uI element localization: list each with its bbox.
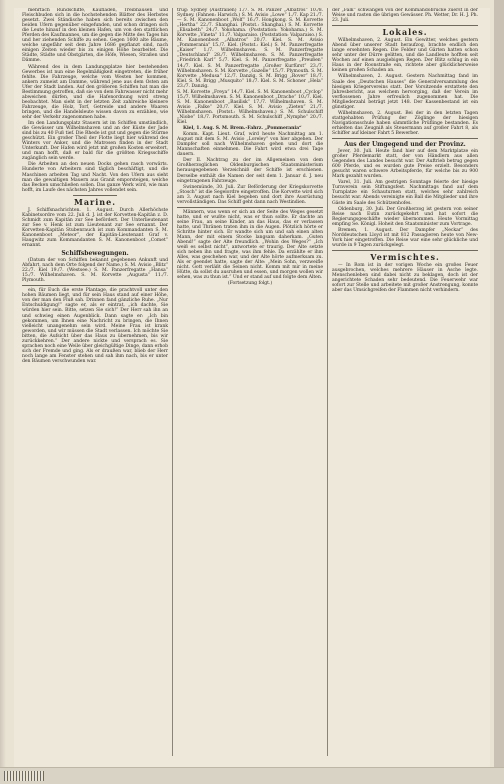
article-paragraph: mehrfach Rundschiffe, Kaufladen, Treibhäusen und Fleischbuden sich in die hochstehenden Blätter des Herbstes gesetzt. Zwei Ständische haben sich bereits zwischen den beiden Ufern gegenüber eingefunden, und schon dringen sich die Leute hinauf in den kleinen Hafen, um von den stattlichen Pferden des Kaufmannes, um die gegen die Mitte des Tages hin und her ziehenden Schiffe zu sehen. Gegen 1600 alte Bäume, welche ungefähr seit dem Jahre 1686 gepflanzt sind, nach einigen Zeiten wieder bis zu einigen Höhe bearbeitet. Die Städte, Städte und Obstgärten, die Höfe, Wiesen, Straßen und Dämme. <box>22 8 168 64</box>
article-paragraph: Komm. Kapt. Lieut. Graf, wird heute Nachmittag am 1. August mit dem S. M. Avisio „Loreley“ von hier abgehen. Der Dampfer soll nach Wilhelmshaven gehen und dort die Mannschaften einnehmen. Die Fahrt wird etwa drei Tage dauern. <box>177 132 323 158</box>
article-paragraph: Wilhelmshaven, 2. August. Bei der in den letzten Tagen stattgehabten Prüfung der Zöglinge der hiesigen Navigationsschule haben sämmtliche Prüflinge bestanden. Es erhielten das Zeugniß als Steuermann auf großer Fahrt 8, als Schiffer auf kleiner Fahrt 5 Bewerber. <box>332 110 478 136</box>
divider <box>332 138 478 139</box>
feuilleton-story: Männern, was wenn er sich an der Seite des Weges gesetzt hatte, und er wußte nicht, was er thun sollte. Er dachte an seine Frau, an seine Kinder, an das Haus, das er verlassen hatte, und Thränen traten ihm in die Augen. Plötzlich hörte er Schritte hinter sich. Er wandte sich um und sah einen alten Mann, der mit einem Stocke langsam daherkam. „Guten Abend!“ sagte der Alte freundlich. „Wohin des Weges?“ „Ich weiß es selbst nicht“, antwortete er traurig. Der Alte setzte sich neben ihn und fragte, was ihm fehle. Da erzählte er ihm Alles, was geschehen war, und der Alte hörte aufmerksam zu. Als er geendet hatte, sagte der Alte: „Mein Sohn, verzweifle nicht. Gott verläßt die Seinen nicht. Komm mit mir in meine Hütte, da sollst du ausruhen und essen, und morgen wollen wir sehen, was zu thun ist.“ Und er stand auf und folgte dem Alten. <box>177 209 323 281</box>
library-barcode-icon <box>4 771 44 781</box>
article-heading: Kiel, 1. Aug. S. M. Brem.-Fahrz. „Pommerania“ <box>183 126 302 132</box>
article-paragraph: Bremen, 1. August. Der Dampfer „Neckar“ des Norddeutschen Lloyd ist mit 812 Passagieren heute von New-York hier eingetroffen. Die Reise war eine sehr glückliche und wurde in 9 Tagen zurückgelegt. <box>332 227 478 248</box>
article-paragraph: Der II. Nachtrag zu der im Allgemeinen von dem Großherzoglichen Oldenburgischen Staatsministerium herausgegebenen Verzeichniß der Schiffe ist erschienen. Derselbe enthält die Namen der seit dem 1. Januar d. J. neu eingetragenen Fahrzeuge. <box>177 158 323 184</box>
article-paragraph: Wilhelmshaven, 2. August. Gestern Nachmittag fand im Saale des „Deutschen Hauses“ die Generalversammlung des hiesigen Kriegervereins statt. Der Vorsitzende erstattete den Jahresbericht, aus welchem hervorging, daß der Verein im verflossenen Jahre erfreulich zugenommen hat. Die Mitgliederzahl beträgt jetzt 148. Der Kassenbestand ist ein günstiger. <box>332 74 478 110</box>
column-3 <box>332 8 478 756</box>
marine-news: J. Schiffsnachrichten. 1. August. Durch Allerhöchste Kabinetsordre vom 22. Juli d. J. ist der Korvetten-Kapitän z. D. Schmidt zum Kapitän zur See befördert. Der Unterlieutenant zur See v. Henk ist zum Lieutenant zur See ernannt. Der Korvetten-Kapitän Stubenrauch ist zum Kommandanten S. M. Kanonenboot „Meteor“, der Kapitän-Lieutenant Graf v. Haugwitz zum Kommandanten S. M. Kanonenboot „Comet“ ernannt. <box>22 207 168 249</box>
section-heading-vermischtes: Vermischtes. <box>370 251 440 262</box>
article-paragraph: — In Rom ist in der vorigen Woche ein großes Feuer ausgebrochen, welches mehrere Häuser in Asche legte. Menschenleben sind dabei nicht zu beklagen, doch ist der angerichtete Schaden sehr bedeutend. Die Feuerwehr war sofort zur Stelle und arbeitete mit großer Anstrengung, konnte aber das Umsichgreifen der Flammen nicht verhindern. <box>332 262 478 294</box>
page-edge-shadow <box>0 0 6 768</box>
article-paragraph: Jever, 30. Juli. Heute fand hier auf dem Marktplatze ein großer Pferdemarkt statt, der von Händlern aus allen Gegenden des Landes besucht war. Der Auftrieb betrug gegen 600 Pferde, und es wurden gute Preise erzielt. Besonders gesucht waren schwere Arbeitspferde, für welche bis zu 900 Mark gezahlt wurden. <box>332 149 478 180</box>
newspaper-page <box>14 8 490 768</box>
article-paragraph: der „Falk“ schwangen von der Kommandobrücke zuerst in der Weise und rasten die übrigen Gewässer. Ph. Wetter, Dr. H. J. Ph. 23. Juli. <box>332 8 478 24</box>
column-rule <box>327 8 328 756</box>
ship-movements-text: (Datum der von Schiffen bekannt gegebenen Ankunft und Abfahrt, nach dem Orte folgend der Name.) S. M. Avisio „Blitz“ 22./7. Kiel 19./7. (Westsee.) S. M. Panzerfregatte „Hansa“ 15./7. Wilhelmshaven. S. M. Korvette „Augusta“ 11./7. Plymouth. <box>22 258 168 284</box>
scan-footer <box>0 767 504 784</box>
article-paragraph: Im den Landungsplatz Stauern ist im Schiffen umständlich, die Gewässer um Wilhelmshaven und an der Küste der Jade sind bis zu 40 Fuß tief. Die Rhede ist gut und gegen die Stürme geschützt. Ein großer Theil der Flotte liegt hier während des Winters vor Anker, und die Matrosen finden in der Stadt Unterkunft. Der Hafen wird jetzt mit großen Kosten erweitert, und man hofft, daß er bald für die größten Kriegsschiffe zugänglich sein werde. <box>22 121 168 162</box>
article-paragraph: Oldenburg, 30. Juli. Der Großherzog ist gestern von seiner Reise nach Eutin zurückgekehrt und hat sofort die Regierungsgeschäfte wieder übernommen. Heute Vormittag empfing Se. Königl. Hoheit den Staatsminister zum Vortrage. <box>332 206 478 227</box>
article-paragraph: Varel, 31. Juli. Am gestrigen Sonntage feierte der hiesige Turnverein sein Stiftungsfest. Nachmittags fand auf dem Turnplatze ein Schauturnen statt, welches sehr zahlreich besucht war. Abends vereinigte ein Ball die Mitglieder und ihre Gäste im Saale des Schützenhofes. <box>332 180 478 206</box>
article-paragraph: Während des in dem Landungsplatze hier bestehenden Gewerbes ist nun eine Regelmäßigkeit eingetreten, die früher fehlte. Die Fahrzeuge, welche vom Westen her kommen, ankern zumeist am Damme, während jene aus dem Osten am Ufer der Stadt landen. Auf den größeren Schiffen hat man die Bestimmung getroffen, daß sie von dem Fahrwasser nicht mehr abweichen dürfen, und die Hafenordnung wird streng beobachtet. Man sieht in der letzten Zeit zahlreiche kleinere Fahrzeuge, die Holz, Torf, Getreide und andere Waaren bringen, und die Handelsleute wissen davon zu erzählen, wie sehr der Verkehr zugenommen habe. <box>22 64 168 120</box>
page-right-margin <box>494 0 504 768</box>
section-heading-region: Aus der Umgegend und der Provinz. <box>344 141 466 149</box>
divider <box>73 195 117 196</box>
continued-note: (Fortsetzung folgt.) <box>227 281 273 287</box>
divider <box>22 285 168 286</box>
article-paragraph: Wilhelmshaven, 2. August. Ein Gewitter, welches gestern Abend über unserer Stadt heraufzog, brachte endlich den lange ersehnten Regen. Die Felder und Gärten hatten schon sehr unter der Dürre gelitten, und die Landleute hofften seit Wochen auf einen ausgiebigen Regen. Der Blitz schlug in ein Haus in der Roonstraße ein, richtete aber glücklicherweise keinen großen Schaden an. <box>332 38 478 74</box>
column-1 <box>22 8 168 756</box>
column-rule <box>172 8 173 756</box>
divider <box>332 25 478 26</box>
feuilleton-story: ein, für Euch die erste Plantage, die prachtvoll unter den hohen Bäumen liegt, und für sein Haus stand auf einer Höhe, von der man den Fluß sah. Drinnen fand gänzliche Ruhe. „Nur Entschuldigung!“ sagte er, als er eintrat, „ich dachte, Sie würden hier sein. Bitte, setzen Sie sich!“ Der Herr sah ihn an und schwieg einen Augenblick. Dann sagte er: „Ich bin gekommen, um Ihnen eine Nachricht zu bringen, die Ihnen vielleicht unangenehm sein wird. Meine Frau ist krank geworden, und wir müssen die Stadt verlassen. Ich möchte Sie bitten, die Aufsicht über das Haus zu übernehmen, bis wir zurückkehren.“ Der andere nickte und versprach es. Sie sprachen noch eine Weile über gleichgültige Dinge, dann erhob sich der Fremde und ging. Als er draußen war, blieb der Herr noch lange am Fenster stehen und sah ihm nach, bis er unter den Bäumen verschwunden war. <box>22 288 168 364</box>
divider <box>177 207 323 208</box>
ship-list: S. M. Korvette „Freya“ 14./7. Kiel. S. M. Kanonenboot „Cyclop“ 15./7. Wilhelmshaven. S. M. Kanonenboot „Drache“ 10./7. Kiel. S. M. Kanonenboot „Basilisk“ 17./7. Wilhelmshaven. S. M. Avisio „Falke“ 20./7. Kiel. S. M. Avisio „Zieten“ 21./7. Wilhelmshaven. (Postst.: Wilhelmshaven.) S. M. Schulschiff „Niobe“ 18./7. Portsmouth. S. M. Schulschiff „Nymphe“ 20./7. Kiel. <box>177 89 323 126</box>
ship-list: trug: Sydney (Australien) 1./7. S. M. Panzer „Albatros“ 10./8. Sydney. (Fahnen: Harwich.) S. M. Avisio „Lowe“ 1./7. Kap 21./7. — S. M. Kanonenboot „Wolf“ 16./7. Hongkong. S. M. Korvette „Hertha“ 22./7. Shanghai. (Postst.: Shanghai.) S. M. Korvette „Elisabeth“ 24./7. Yokohama. (Poststation: Yokohama.) S. M. Korvette „Vineta“ 11./7. Valparaiso. (Poststation: Valparaiso.) S. M. Kanonenboot „Albatros“ 20./7. Kiel. S. M. Avisio „Pommerania“ 15./7. Kiel. (Postst.: Kiel.) S. M. Panzerfregatte „Kaiser“ 1./7. Wilhelmshaven. S. M. Panzerfregatte „Deutschland“ 28./7. Wilhelmshaven. S. M. Panzerfregatte „Friedrich Karl“ 5./7. Kiel. S. M. Panzerfregatte „Preußen“ 14./7. Kiel. S. M. Panzerfregatte „Großer Kurfürst“ 23./7. Wilhelmshaven. S. M. Korvette „Gazelle“ 15./7. Plymouth. S. M. Korvette „Medusa“ 12./7. Danzig. S. M. Brigg „Rover“ 18./7. Kiel. S. M. Brigg „Musquito“ 18./7. Kiel. S. M. Schoner „Hela“ 23./7. Danzig. <box>177 8 323 89</box>
article-paragraph: Swinemünde, 30. Juli. Zur Beförderung der Kriegskorvette „Stosch“ ist die Segelordre eingetroffen. Die Korvette wird sich am 3. August nach Kiel begeben und dort ihre Ausrüstung vervollständigen. Das Schiff geht dann nach Westindien. <box>177 184 323 205</box>
divider <box>332 250 478 251</box>
section-heading-lokales: Lokales. <box>382 27 428 38</box>
section-heading-marine: Marine. <box>74 196 116 207</box>
article-paragraph: Die Arbeiten an den neuen Docks gehen rasch vorwärts. Hunderte von Arbeitern sind täglich beschäftigt, und die Maschinen arbeiten Tag und Nacht. Von den Ufern aus sieht man die gewaltigen Mauern aus Granit emporsteigen, welche das Becken umschließen sollen. Das ganze Werk wird, wie man hofft, im Laufe des nächsten Jahres vollendet sein. <box>22 162 168 193</box>
column-2 <box>177 8 323 756</box>
section-heading-ship-movements: Schiffsbewegungen. <box>61 250 129 258</box>
